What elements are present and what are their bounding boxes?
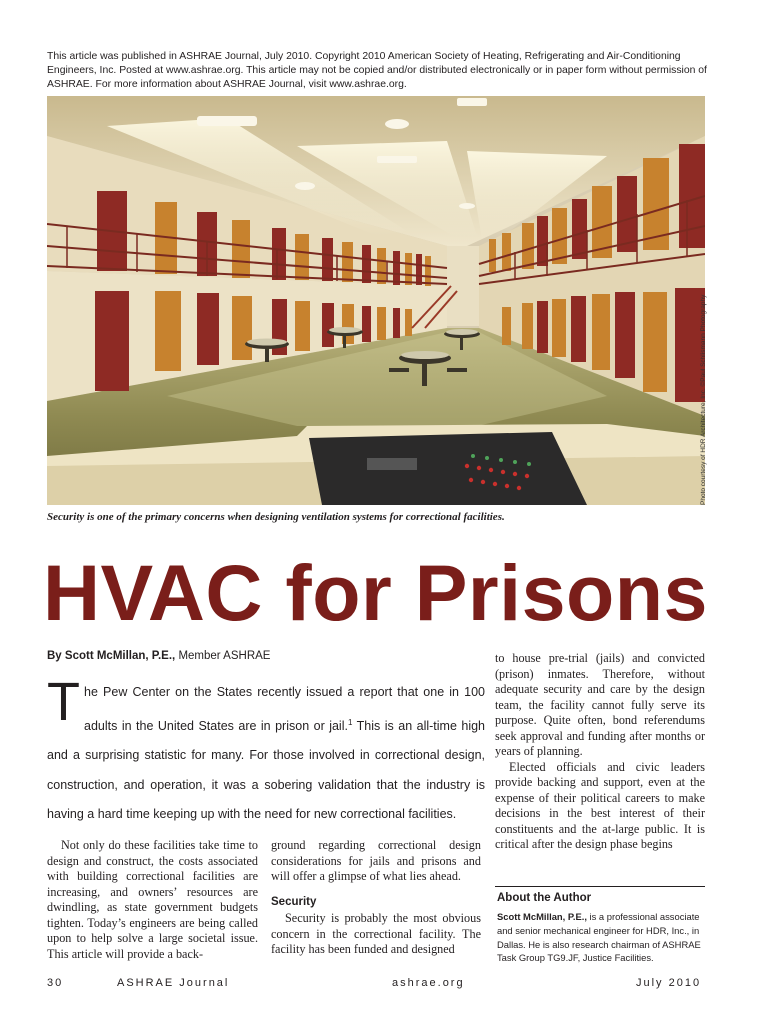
body-paragraph: to house pre-trial (jails) and convicted (prison) inmates. Therefore, without adequate security and care by the design team, the facility cannot fully serve its purpose. Quite often, bond referendums seek approval and funding after months or years of planning. [495, 651, 705, 758]
lead-text-2: This is an all-time high and a surprising statistic for many. For those involved in correctional design, construction, and operation, it was a sobering validation that the industry is having a hard time keeping up with the need for new correctional facilities. [47, 718, 485, 822]
body-column-3 [495, 651, 705, 853]
body-paragraph: Elected officials and civic leaders provide backing and support, even at the expense of their political careers to make decisions in the best interest of their constituents and the at-large public. It is critical after the design phase begins [495, 759, 705, 851]
about-author-text: is a professional associate and senior mechanical engineer for HDR, Inc., in Dallas. He is also research chairman of ASHRAE Task Group TG9.JF, Justice Facilities. [497, 911, 701, 964]
author-membership: Member ASHRAE [175, 650, 271, 662]
about-author-heading: About the Author [497, 892, 592, 904]
body-column-2 [271, 838, 481, 958]
photo-caption: Security is one of the primary concerns when designing ventilation systems for correctional facilities. [47, 511, 505, 523]
section-heading-security: Security [271, 895, 317, 908]
about-author-divider [495, 886, 705, 887]
prison-cellblock-photo [47, 96, 705, 505]
copyright-notice: This article was published in ASHRAE Journal, July 2010. Copyright 2010 American Society of Heating, Refrigerating and Air-Conditioning Engineers, Inc. Posted at www.ashrae.org. This article may not be copied and/or distributed electronically or in paper form without permission of ASHRAE. For more information about ASHRAE Journal, visit www.ashrae.org. [47, 51, 707, 90]
body-paragraph: ground regarding correctional design considerations for jails and prisons and will offer a glimpse of what lies ahead. [271, 838, 481, 883]
lead-paragraph [47, 672, 485, 830]
about-author-name: Scott McMillan, P.E., [497, 911, 587, 922]
article-title: HVAC for Prisons [43, 548, 708, 637]
body-paragraph: Security is probably the most obvious concern in the correctional facility. The facility has been funded and designed [271, 911, 481, 956]
photo-credit: Photo courtesy of HDR Architecture, Inc. ©Paul Schlismann Photography [700, 294, 707, 505]
lead-text-1: he Pew Center on the States recently issued a report that one in 100 adults in the United States are in prison or jail. [84, 685, 485, 733]
body-column-1 [47, 838, 258, 962]
footnote-ref: 1 [347, 717, 353, 727]
issue-date: July 2010 [636, 977, 702, 989]
author-name: By Scott McMillan, P.E., [47, 650, 176, 662]
drop-cap: T [47, 672, 80, 732]
about-author-bio [497, 910, 707, 965]
page-number: 30 [47, 977, 64, 989]
journal-name: ASHRAE Journal [117, 977, 230, 989]
website-url: ashrae.org [392, 977, 465, 989]
byline [47, 650, 487, 662]
body-paragraph: Not only do these facilities take time to design and construct, the costs associated with building correctional facilities are increasing, and owners’ resources are dwindling, as state government budgets tighten. Today’s engineers are being called upon to help solve a large societal issue. This article will provide a back- [47, 838, 258, 961]
